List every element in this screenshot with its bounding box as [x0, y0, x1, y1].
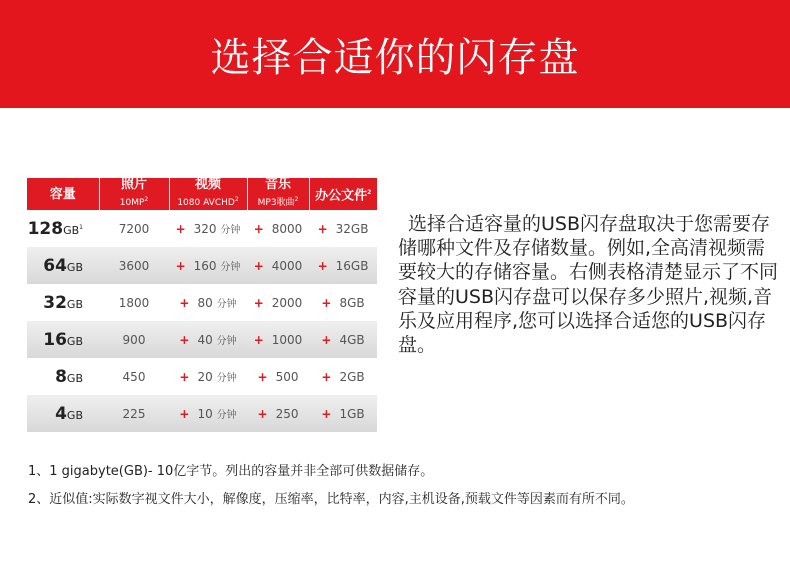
header-capacity: 容量 — [27, 178, 99, 210]
office-cell: + 8GB — [309, 284, 377, 321]
footnote-1: 1、1 gigabyte(GB)- 10亿字节。列出的容量并非全部可供数据储存。 — [28, 464, 434, 479]
capacity-cell: 16GB — [27, 321, 99, 358]
plus-icon: + — [253, 332, 264, 347]
plus-icon: + — [175, 259, 186, 273]
description-text: 选择合适容量的USB闪存盘取决于您需要存储哪种文件及存储数量。例如,全高清视频需要较大的存储容量。右侧表格清楚显示了不同容量的USB闪存盘可以保存多少照片,视频,音乐及应用程序,您可以选择合适您的USB闪存盘。 — [398, 213, 779, 357]
photos-cell: 225 — [99, 395, 169, 432]
video-cell: + 320 分钟 — [169, 210, 247, 247]
photos-cell: 900 — [99, 321, 169, 358]
plus-icon: + — [253, 258, 264, 273]
capacity-cell: 32GB — [27, 284, 99, 321]
plus-icon: + — [257, 369, 268, 384]
capacity-cell: 4GB — [27, 395, 99, 432]
footnote-2: 2、近似值:实际数字视文件大小，解像度，压缩率，比特率，内容,主机设备,预载文件等因素而有所不同。 — [28, 492, 634, 507]
plus-icon: + — [179, 296, 190, 310]
plus-icon: + — [317, 221, 328, 236]
plus-icon: + — [321, 295, 332, 310]
plus-icon: + — [253, 221, 264, 236]
header-video: 视频 1080 AVCHD$^2$ — [169, 178, 247, 210]
plus-icon: + — [257, 406, 268, 421]
capacity-cell: 8GB — [27, 358, 99, 395]
music-cell: + 4000 — [247, 247, 309, 284]
plus-icon: + — [253, 295, 264, 310]
table-header-row — [27, 178, 377, 210]
video-cell: + 40 分钟 — [169, 321, 247, 358]
plus-icon: + — [179, 407, 190, 421]
table-row — [27, 284, 377, 321]
table-row — [27, 210, 377, 247]
header-office: 办公文件$^2$ — [309, 178, 377, 210]
photos-cell: 3600 — [99, 247, 169, 284]
video-cell: + 160 分钟 — [169, 247, 247, 284]
office-cell: + 2GB — [309, 358, 377, 395]
footnotes — [28, 458, 778, 514]
office-cell: + 32GB — [309, 210, 377, 247]
table-row — [27, 247, 377, 284]
table-row — [27, 358, 377, 395]
capacity-cell: 64GB — [27, 247, 99, 284]
header-music: 音乐 MP3歌曲$^2$ — [247, 178, 309, 210]
music-cell: + 1000 — [247, 321, 309, 358]
photos-cell: 1800 — [99, 284, 169, 321]
music-cell: + 8000 — [247, 210, 309, 247]
video-cell: + 20 分钟 — [169, 358, 247, 395]
video-cell: + 10 分钟 — [169, 395, 247, 432]
plus-icon: + — [179, 370, 190, 384]
office-cell: + 16GB — [309, 247, 377, 284]
plus-icon: + — [179, 333, 190, 347]
page-title: 选择合适你的闪存盘 — [210, 35, 580, 81]
plus-icon: + — [321, 369, 332, 384]
office-cell: + 1GB — [309, 395, 377, 432]
photos-cell: 7200 — [99, 210, 169, 247]
table-row — [27, 321, 377, 358]
plus-icon: + — [175, 222, 186, 236]
video-cell: + 80 分钟 — [169, 284, 247, 321]
plus-icon: + — [317, 258, 328, 273]
capacity-table — [27, 178, 377, 438]
music-cell: + 500 — [247, 358, 309, 395]
plus-icon: + — [321, 332, 332, 347]
office-cell: + 4GB — [309, 321, 377, 358]
music-cell: + 250 — [247, 395, 309, 432]
photos-cell: 450 — [99, 358, 169, 395]
header-photos: 照片 $10MP^2$ — [99, 178, 169, 210]
header-banner — [0, 0, 790, 108]
capacity-table-grid — [27, 178, 377, 432]
music-cell: + 2000 — [247, 284, 309, 321]
table-row — [27, 395, 377, 432]
plus-icon: + — [321, 406, 332, 421]
capacity-cell: $128GB^1$ — [27, 210, 99, 247]
